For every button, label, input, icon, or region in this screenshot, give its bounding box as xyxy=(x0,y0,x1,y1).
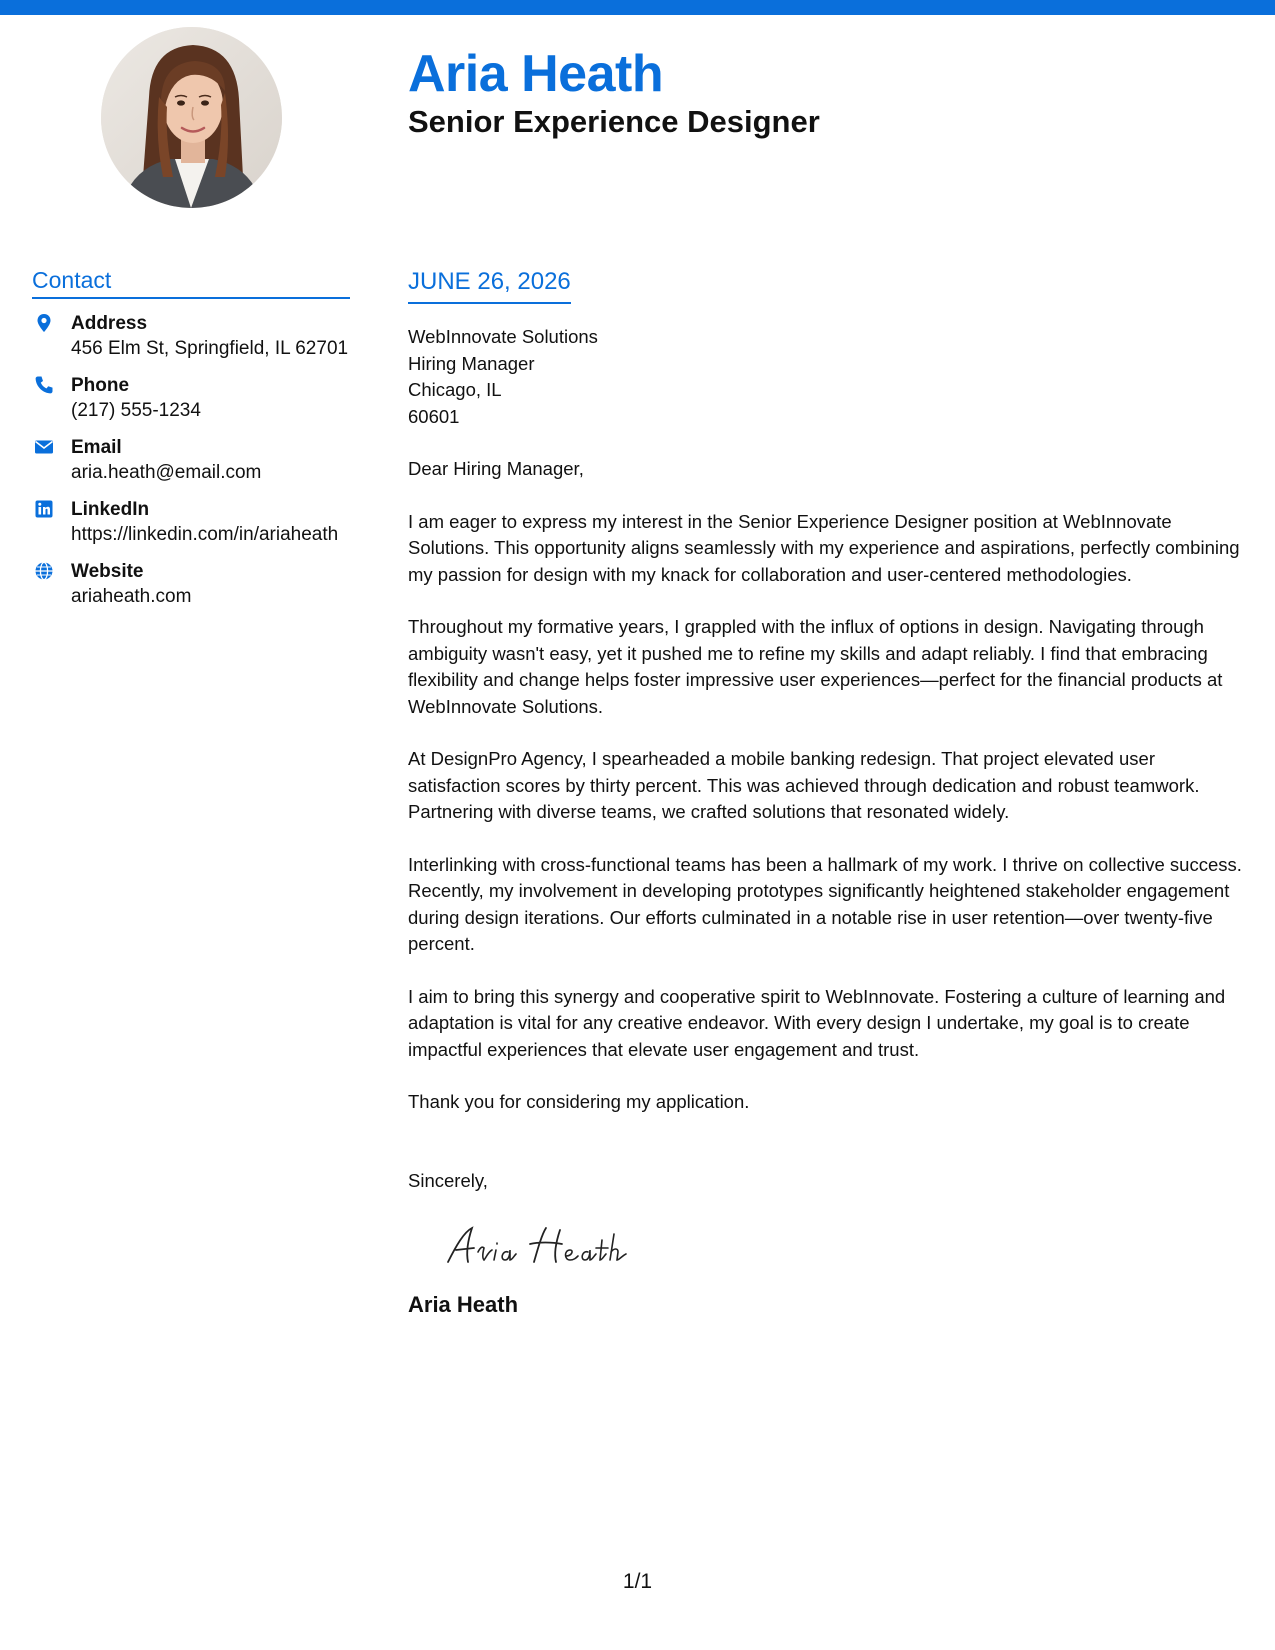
paragraph: I am eager to express my interest in the Senior Experience Designer position at WebInnovate Solutions. This opportunity aligns seamlessly with my experience and aspirations, perfectly combining my passion for design with my knack for collaboration and user-centered methodologies. xyxy=(408,510,1240,585)
closing: Sincerely, xyxy=(408,1169,488,1191)
profile-photo xyxy=(101,27,282,208)
phone-icon xyxy=(34,375,54,395)
paragraph: Throughout my formative years, I grappled with the influx of options in design. Navigating through ambiguity wasn't easy, yet it pushed me to refine my skills and adapt reliably. I find that embracing flexibility and change helps foster impressive user experiences—perfect for the financial products at WebInnovate Solutions. xyxy=(408,616,1223,717)
letter-date: JUNE 26, 2026 xyxy=(408,266,571,304)
handwritten-signature xyxy=(442,1216,642,1276)
paragraph: Interlinking with cross-functional teams has been a hallmark of my work. I thrive on collective success. Recently, my involvement in developing prototypes significantly heightened stakeholder engagement during design iterations. Our efforts culminated in a notable rise in user retention—over twenty-five percent. xyxy=(408,853,1242,954)
contact-label: Phone xyxy=(71,375,130,396)
contact-value: (217) 555-1234 xyxy=(71,400,201,421)
avatar xyxy=(101,27,282,208)
contact-item-email xyxy=(32,435,350,485)
envelope-icon xyxy=(34,437,54,457)
linkedin-link[interactable]: https://linkedin.com/in/ariaheath xyxy=(71,524,339,545)
recipient-block xyxy=(408,324,1248,430)
contact-label: Address xyxy=(71,313,148,334)
letter-body xyxy=(408,266,1248,1320)
signer-name: Aria Heath xyxy=(408,1292,519,1317)
website-link[interactable]: ariaheath.com xyxy=(71,586,192,607)
paragraph: I aim to bring this synergy and cooperative spirit to WebInnovate. Fostering a culture of learning and adaptation is vital for any creative endeavor. With every design I undertake, my goal is to create impactful experiences that elevate user engagement and trust. xyxy=(408,985,1226,1060)
globe-icon xyxy=(34,561,54,581)
email-link[interactable]: aria.heath@email.com xyxy=(71,462,262,483)
paragraph: Thank you for considering my application. xyxy=(408,1091,750,1112)
signature xyxy=(442,1216,642,1276)
contact-sidebar xyxy=(32,266,350,621)
recipient-title: Hiring Manager xyxy=(408,352,535,374)
candidate-name: Aria Heath xyxy=(408,45,664,103)
recipient-company: WebInnovate Solutions xyxy=(408,326,598,347)
contact-item-linkedin xyxy=(32,497,350,547)
salutation: Dear Hiring Manager, xyxy=(408,458,584,479)
paragraph: At DesignPro Agency, I spearheaded a mobile banking redesign. That project elevated user satisfaction scores by thirty percent. This was achieved through dedication and robust teamwork. Partnering with diverse teams, we crafted solutions that resonated widely. xyxy=(408,748,1200,822)
recipient-zip: 60601 xyxy=(408,405,460,427)
recipient-city: Chicago, IL xyxy=(408,379,502,400)
map-pin-icon xyxy=(34,313,54,333)
contact-item-phone xyxy=(32,373,350,423)
page-number: 1/1 xyxy=(622,1570,653,1593)
contact-value: 456 Elm St, Springfield, IL 62701 xyxy=(71,338,349,359)
linkedin-icon xyxy=(34,499,54,519)
contact-heading: Contact xyxy=(32,266,350,299)
contact-item-address xyxy=(32,311,350,361)
contact-label: LinkedIn xyxy=(71,499,150,520)
contact-item-website xyxy=(32,559,350,609)
contact-label: Email xyxy=(71,437,122,458)
top-accent-bar xyxy=(0,0,1275,15)
job-title: Senior Experience Designer xyxy=(408,104,820,139)
contact-label: Website xyxy=(71,561,144,582)
